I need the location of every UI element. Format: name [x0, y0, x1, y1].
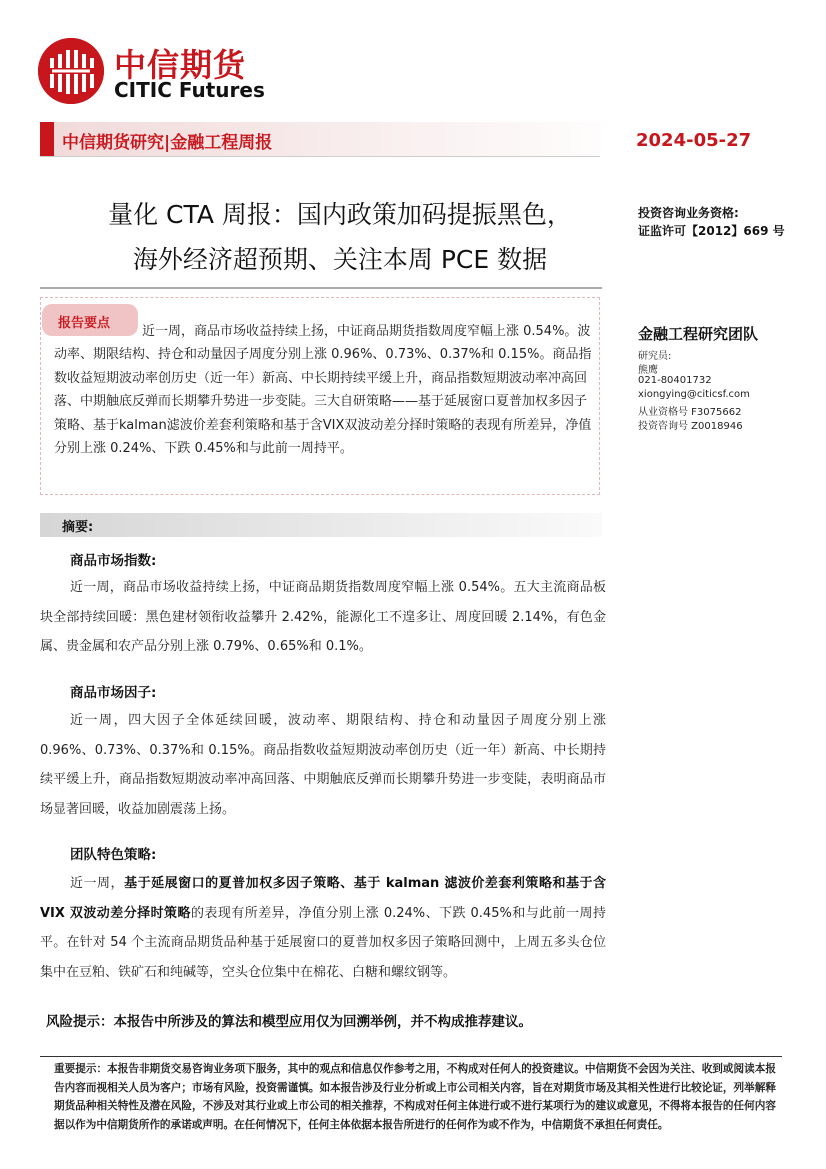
strategy-text-prefix: 近一周，: [70, 876, 125, 891]
section-text-commodity-factors: 近一周，四大因子全体延续回暖，波动率、期限结构、持仓和动量因子周度分别上涨 0.96%、0.73%、0.37%和 0.15%。商品指数收益短期波动率创历史（近一年）新高、中长期持续平缓上升，商品指数短期波动率冲高回落、中期触底反弹而长期攀升势进一步变陡，表明商品市场显著回暖，收益加剧震荡上扬。: [40, 713, 606, 817]
strategy-names-bold: 基于延展窗口的夏普加权多因子策略、基于 kalman 滤波价差套利策略和基于含 VIX 双波动差分择时策略: [40, 876, 606, 921]
report-title-line-2: 海外经济超预期、关注本周 PCE 数据: [132, 245, 548, 274]
key-points-text: 近一周，商品市场收益持续上扬，中证商品期货指数周度窄幅上涨 0.54%。波动率、期限结构、持仓和动量因子周度分别上涨 0.96%、0.73%、0.37%和 0.15%。商品指数收益短期波动率创历史（近一年）新高、中长期持续平缓上升，商品指数短期波动率冲高回落、中期触底反弹而长期攀升势进一步变陡。三大自研策略——基于延展窗口夏普加权多因子策略、基于kalman滤波价差套利策略和基于含VIX双波动差分择时策略的表现有所差异，净值分别上涨 0.24%、下跌 0.45%和与此前一周持平。: [54, 324, 592, 457]
abstract-label: 摘要:: [62, 520, 94, 535]
disclaimer-divider: [40, 1056, 782, 1057]
logo-chinese-name: 中信期货: [114, 46, 247, 84]
citic-logo-icon: [38, 38, 104, 104]
title-divider: [40, 287, 602, 289]
researcher-label: 研究员:: [638, 351, 672, 362]
report-date: 2024-05-27: [636, 130, 752, 151]
practice-license-number: 从业资格号 F3075662: [638, 407, 742, 418]
researcher-phone: 021-80401732: [638, 375, 712, 386]
researcher-email: xiongying@citicsf.com: [638, 389, 750, 400]
report-title-line-1: 量化 CTA 周报：国内政策加码提振黑色，: [108, 200, 572, 229]
abstract-bar: [40, 513, 602, 537]
consulting-license-number: 投资咨询号 Z0018946: [638, 421, 743, 432]
section-heading-commodity-index: 商品市场指数:: [70, 553, 157, 569]
researcher-name: 熊鹰: [638, 365, 658, 376]
disclaimer-text: 重要提示：本报告非期货交易咨询业务项下服务，其中的观点和信息仅作参考之用，不构成对任何人的投资建议。中信期货不会因为关注、收到或阅读本报告内容而视相关人员为客户；市场有风险，投资需谨慎。如本报告涉及行业分析或上市公司相关内容，旨在对期货市场及其相关性进行比较论证，列举解释期货品种相关特性及潜在风险，不涉及对其行业或上市公司的相关推荐，不构成对任何主体进行或不进行某项行为的建议或意见，不得将本报告的任何内容据以作为中信期货所作的承诺或声明。在任何情况下，任何主体依据本报告所进行的任何作为或不作为，中信期货不承担任何责任。: [54, 1063, 776, 1131]
strategy-text-suffix: 的表现有所差异，净值分别上涨 0.24%、下跌 0.45%和与此前一周持平。在针对 54 个主流商品期货品种基于延展窗口的夏普加权多因子策略回测中，上周五多头仓位集中在豆粕、铁矿石和纯碱等，空头仓位集中在棉花、白糖和螺纹钢等。: [40, 905, 606, 980]
team-title: 金融工程研究团队: [638, 325, 759, 343]
qualification-label: 投资咨询业务资格:: [638, 206, 739, 220]
section-heading-commodity-factors: 商品市场因子:: [70, 685, 157, 701]
risk-warning: 风险提示：本报告中所涉及的算法和模型应用仅为回溯举例，并不构成推荐建议。: [46, 1014, 532, 1030]
key-points-badge-label: 报告要点: [58, 316, 111, 331]
section-text-commodity-index: 近一周，商品市场收益持续上扬，中证商品期货指数周度窄幅上涨 0.54%。五大主流商品板块全部持续回暖：黑色建材领衔收益攀升 2.42%，能源化工不遑多让、周度回暖 2.14%，有色金属、贵金属和农产品分别上涨 0.79%、0.65%和 0.1%。: [40, 580, 606, 655]
logo-english-name: CITIC Futures: [114, 78, 265, 102]
section-text-team-strategies: [40, 869, 606, 987]
qualification-value: 证监许可【2012】669 号: [638, 224, 785, 238]
report-series-label: 中信期货研究|金融工程周报: [62, 133, 273, 153]
section-heading-team-strategies: 团队特色策略:: [70, 847, 157, 863]
